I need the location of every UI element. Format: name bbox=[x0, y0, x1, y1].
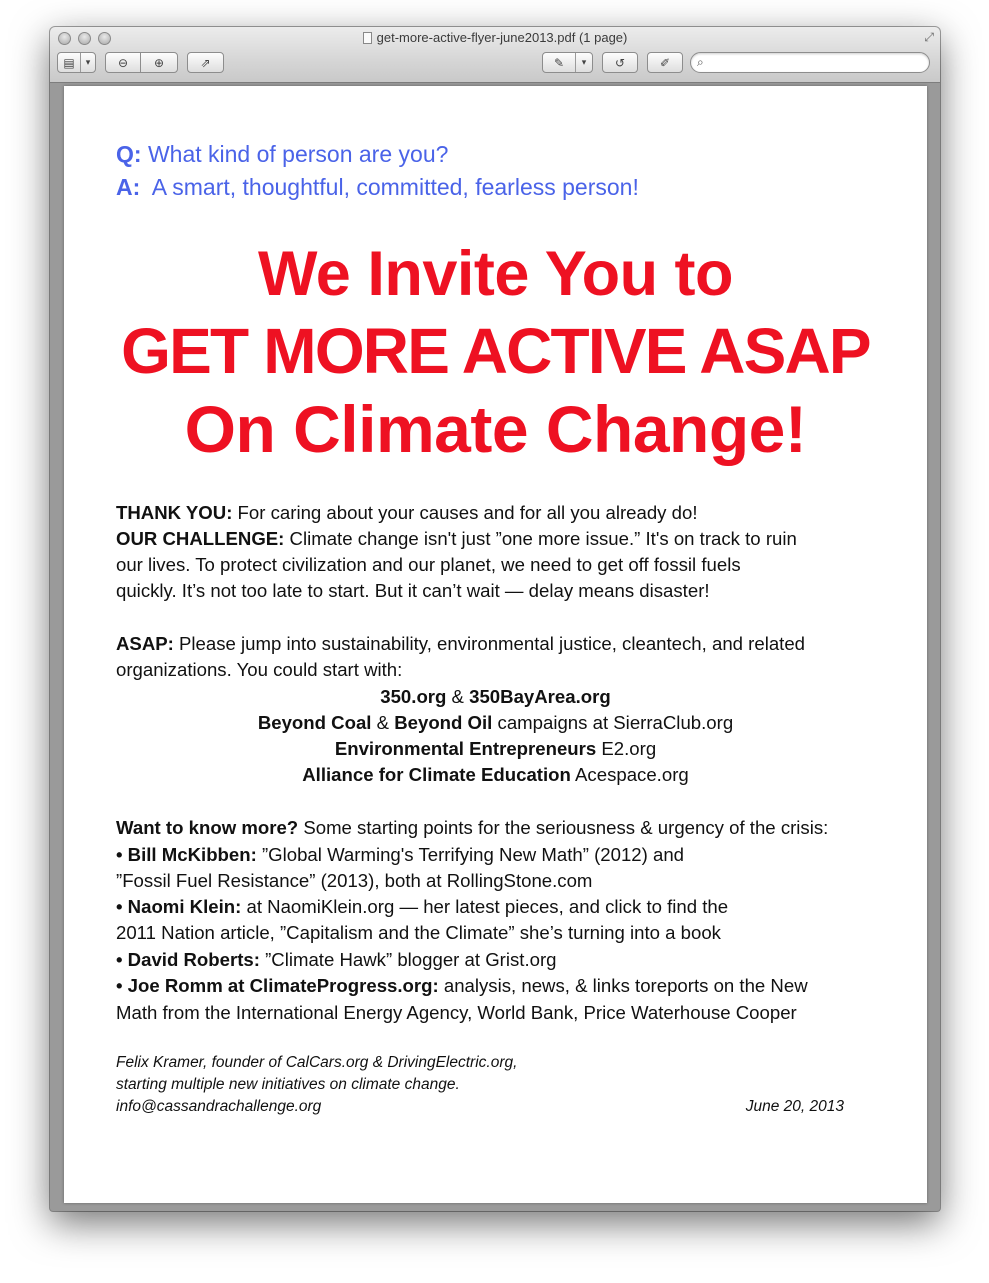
org-and-2: & bbox=[371, 712, 395, 733]
org-350: 350.org bbox=[380, 686, 447, 707]
edit-toolbar-button[interactable] bbox=[647, 52, 683, 73]
search-input[interactable] bbox=[711, 54, 927, 72]
a-label: A: bbox=[116, 174, 141, 200]
question-line bbox=[116, 141, 448, 168]
share-button[interactable] bbox=[187, 52, 224, 73]
pen-icon: ✎ bbox=[553, 55, 565, 70]
search-icon: ⌕ bbox=[697, 55, 704, 69]
edit-icon: ✐ bbox=[659, 55, 671, 70]
klein-label: • Naomi Klein: bbox=[116, 896, 242, 917]
preview-window bbox=[50, 27, 940, 1211]
title-bar[interactable] bbox=[50, 27, 940, 83]
asap-line-2: organizations. You could start with: bbox=[116, 659, 403, 680]
a-text: A smart, thoughtful, committed, fearless person! bbox=[140, 174, 639, 200]
zoom-in-button[interactable] bbox=[140, 52, 178, 73]
org-and-1: & bbox=[446, 686, 470, 707]
org-line-e2 bbox=[64, 736, 927, 762]
signature-email: info@cassandrachallenge.org bbox=[116, 1098, 322, 1115]
fullscreen-icon[interactable]: ⤢ bbox=[924, 30, 934, 44]
window-title bbox=[50, 30, 940, 45]
sidebar-icon: ▤ bbox=[63, 55, 75, 70]
headline-line-3: On Climate Change! bbox=[184, 392, 807, 466]
more-label: Want to know more? bbox=[116, 817, 299, 838]
org-beyond-coal: Beyond Coal bbox=[257, 712, 372, 733]
answer-line bbox=[116, 174, 639, 201]
asap-line-1 bbox=[116, 631, 805, 657]
romm-label: • Joe Romm at ClimateProgress.org: bbox=[116, 975, 439, 996]
romm-text: analysis, news, & links toreports on the New bbox=[438, 975, 808, 996]
bullet-romm bbox=[116, 973, 808, 999]
org-line-sierra bbox=[64, 710, 927, 736]
bullet-romm-cont: Math from the International Energy Agency, World Bank, Price Waterhouse Cooper bbox=[116, 1002, 797, 1023]
org-ace-text: Acespace.org bbox=[570, 764, 689, 785]
pdf-page[interactable] bbox=[64, 86, 927, 1203]
zoom-out-icon: ⊖ bbox=[117, 55, 129, 70]
rotate-button[interactable] bbox=[602, 52, 638, 73]
zoom-out-button[interactable] bbox=[105, 52, 141, 73]
signature-line-1: Felix Kramer, founder of CalCars.org & DrivingElectric.org, bbox=[116, 1054, 518, 1071]
roberts-text: ”Climate Hawk” blogger at Grist.org bbox=[259, 949, 557, 970]
window-title-text: get-more-active-flyer-june2013.pdf (1 page) bbox=[376, 30, 628, 45]
sidebar-view-button[interactable] bbox=[57, 52, 96, 73]
asap-label: ASAP: bbox=[116, 633, 174, 654]
q-label: Q: bbox=[116, 141, 142, 167]
rotate-icon: ↺ bbox=[614, 55, 626, 70]
signature-line-2: starting multiple new initiatives on climate change. bbox=[116, 1076, 460, 1093]
headline-line-1: We Invite You to bbox=[257, 239, 734, 309]
roberts-label: • David Roberts: bbox=[116, 949, 260, 970]
headline-line-2: GET MORE ACTIVE ASAP bbox=[121, 315, 870, 387]
chevron-down-icon: ▾ bbox=[85, 57, 91, 68]
pdf-document-icon bbox=[363, 32, 372, 44]
challenge-text-1: Climate change isn't just ”one more issue.” It's on track to ruin bbox=[284, 528, 797, 549]
org-sierra-text: campaigns at SierraClub.org bbox=[492, 712, 734, 733]
thank-you-line bbox=[116, 500, 698, 526]
bullet-mckibben-cont: ”Fossil Fuel Resistance” (2013), both at RollingStone.com bbox=[116, 870, 593, 891]
org-line-350 bbox=[64, 684, 927, 710]
org-beyond-oil: Beyond Oil bbox=[394, 712, 493, 733]
bullet-roberts bbox=[116, 947, 556, 973]
org-350bayarea: 350BayArea.org bbox=[469, 686, 611, 707]
chevron-down-icon: ▾ bbox=[581, 57, 587, 68]
klein-text: at NaomiKlein.org — her latest pieces, and click to find the bbox=[241, 896, 729, 917]
search-field[interactable] bbox=[690, 52, 930, 73]
flyer-date: June 20, 2013 bbox=[745, 1098, 844, 1115]
thank-you-label: THANK YOU: bbox=[116, 502, 233, 523]
bullet-klein-cont: 2011 Nation article, ”Capitalism and the Climate” she’s turning into a book bbox=[116, 922, 721, 943]
challenge-label: OUR CHALLENGE: bbox=[116, 528, 285, 549]
challenge-line-3: quickly. It’s not too late to start. But it can’t wait — delay means disaster! bbox=[116, 580, 710, 601]
org-line-ace bbox=[64, 762, 927, 788]
mckibben-text: ”Global Warming's Terrifying New Math” (2012) and bbox=[256, 844, 685, 865]
share-icon: ⇗ bbox=[200, 55, 211, 70]
thank-you-text: For caring about your causes and for all you already do! bbox=[232, 502, 698, 523]
more-text: Some starting points for the seriousness & urgency of the crisis: bbox=[298, 817, 829, 838]
mckibben-label: • Bill McKibben: bbox=[116, 844, 257, 865]
org-e2-text: E2.org bbox=[596, 738, 657, 759]
bullet-klein bbox=[116, 894, 728, 920]
q-text: What kind of person are you? bbox=[141, 141, 449, 167]
asap-text-1: Please jump into sustainability, environmental justice, cleantech, and related bbox=[173, 633, 806, 654]
challenge-line-2: our lives. To protect civilization and our planet, we need to get off fossil fuels bbox=[116, 554, 741, 575]
bullet-mckibben bbox=[116, 842, 684, 868]
zoom-in-icon: ⊕ bbox=[153, 55, 165, 70]
challenge-line-1 bbox=[116, 526, 797, 552]
annotate-button[interactable] bbox=[542, 52, 593, 73]
org-e2-label: Environmental Entrepreneurs bbox=[334, 738, 597, 759]
more-line bbox=[116, 815, 828, 841]
org-ace-label: Alliance for Climate Education bbox=[302, 764, 571, 785]
